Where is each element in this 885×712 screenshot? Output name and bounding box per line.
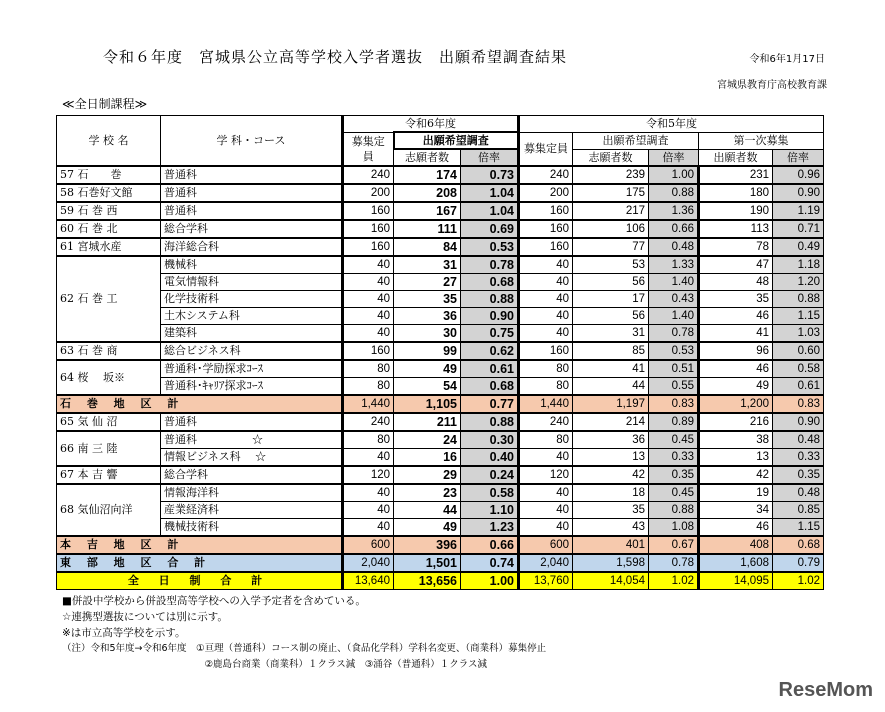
r6-rate: 0.40 xyxy=(461,449,519,467)
first-applied: 13 xyxy=(699,449,773,467)
table-row xyxy=(57,220,824,238)
organization: 宮城県教育庁高校教育課 xyxy=(717,80,827,91)
table-row xyxy=(57,484,824,502)
header-r6-teiin: 募集定員 xyxy=(343,132,394,166)
r6-rate: 0.62 xyxy=(461,342,519,360)
r5-teiin: 40 xyxy=(519,484,573,502)
r6-applicants: 49 xyxy=(394,360,461,378)
first-applied: 46 xyxy=(699,308,773,325)
school-name: 64 桜 坂※ xyxy=(57,360,161,395)
dept-name: 建築科 xyxy=(161,325,343,343)
r5-applicants: 175 xyxy=(573,184,649,202)
first-applied: 231 xyxy=(699,166,773,184)
r5-teiin: 1,440 xyxy=(519,395,573,413)
r5-rate: 1.33 xyxy=(649,256,699,274)
dept-name: 海洋総合科 xyxy=(161,238,343,256)
r5-rate: 0.55 xyxy=(649,378,699,396)
first-applied: 14,095 xyxy=(699,572,773,590)
dept-name: 普通科･ｷｬﾘｱ探求ｺｰｽ xyxy=(161,378,343,396)
r6-rate: 1.23 xyxy=(461,519,519,537)
r5-applicants: 18 xyxy=(573,484,649,502)
r5-teiin: 200 xyxy=(519,184,573,202)
dept-name: 機械科 xyxy=(161,256,343,274)
r6-applicants: 36 xyxy=(394,308,461,325)
table-row xyxy=(57,166,824,184)
r6-teiin: 40 xyxy=(343,308,394,325)
r6-rate: 0.66 xyxy=(461,536,519,554)
school-name: 68 気仙沼向洋 xyxy=(57,484,161,536)
first-applied: 19 xyxy=(699,484,773,502)
r6-teiin: 40 xyxy=(343,291,394,308)
first-applied: 96 xyxy=(699,342,773,360)
r6-rate: 1.04 xyxy=(461,184,519,202)
r6-applicants: 16 xyxy=(394,449,461,467)
dept-name: 化学技術科 xyxy=(161,291,343,308)
first-rate: 1.15 xyxy=(773,519,824,537)
grand-total-row xyxy=(57,572,824,590)
r6-teiin: 120 xyxy=(343,466,394,484)
first-rate: 0.33 xyxy=(773,449,824,467)
r6-teiin: 2,040 xyxy=(343,554,394,572)
note: ②鹿島台商業（商業科）１クラス減 ③涌谷（普通科）１クラス減 xyxy=(62,659,487,670)
dept-name: 普通科･学励探求ｺｰｽ xyxy=(161,360,343,378)
first-rate: 1.02 xyxy=(773,572,824,590)
dept-name: 総合学科 xyxy=(161,220,343,238)
r6-rate: 0.75 xyxy=(461,325,519,343)
r6-applicants: 99 xyxy=(394,342,461,360)
r5-applicants: 401 xyxy=(573,536,649,554)
r5-applicants: 53 xyxy=(573,256,649,274)
header-first-rate: 倍率 xyxy=(773,149,824,166)
r6-rate: 0.69 xyxy=(461,220,519,238)
dept-name: 普通科 xyxy=(161,166,343,184)
header-r6: 令和6年度 xyxy=(343,116,519,133)
first-applied: 190 xyxy=(699,202,773,220)
r6-rate: 0.24 xyxy=(461,466,519,484)
r5-teiin: 600 xyxy=(519,536,573,554)
dept-name: 総合学科 xyxy=(161,466,343,484)
r5-teiin: 40 xyxy=(519,519,573,537)
header-r5: 令和5年度 xyxy=(519,116,824,133)
r6-rate: 1.04 xyxy=(461,202,519,220)
first-applied: 49 xyxy=(699,378,773,396)
r5-applicants: 14,054 xyxy=(573,572,649,590)
r5-applicants: 77 xyxy=(573,238,649,256)
r6-teiin: 160 xyxy=(343,342,394,360)
r5-applicants: 17 xyxy=(573,291,649,308)
header-r6-survey: 出願希望調査 xyxy=(394,132,519,149)
r5-applicants: 41 xyxy=(573,360,649,378)
r6-rate: 0.68 xyxy=(461,274,519,291)
r5-teiin: 40 xyxy=(519,449,573,467)
r5-rate: 1.36 xyxy=(649,202,699,220)
school-name: 61 宮城水産 xyxy=(57,238,161,256)
r5-rate: 0.43 xyxy=(649,291,699,308)
r5-applicants: 214 xyxy=(573,413,649,431)
r6-applicants: 35 xyxy=(394,291,461,308)
r5-teiin: 40 xyxy=(519,291,573,308)
total-label: 本 吉 地 区 計 xyxy=(57,536,343,554)
r5-applicants: 217 xyxy=(573,202,649,220)
first-rate: 1.15 xyxy=(773,308,824,325)
first-rate: 1.03 xyxy=(773,325,824,343)
r5-teiin: 240 xyxy=(519,166,573,184)
r6-rate: 0.73 xyxy=(461,166,519,184)
first-rate: 1.19 xyxy=(773,202,824,220)
header-school: 学 校 名 xyxy=(57,116,161,167)
sub-total-row xyxy=(57,395,824,413)
note: ☆連携型選抜については別に示す。 xyxy=(62,611,228,623)
r5-teiin: 40 xyxy=(519,274,573,291)
first-applied: 180 xyxy=(699,184,773,202)
r6-teiin: 40 xyxy=(343,519,394,537)
dept-name: 産業経済科 xyxy=(161,502,343,519)
content xyxy=(56,115,823,673)
table-row xyxy=(57,184,824,202)
r6-rate: 0.90 xyxy=(461,308,519,325)
r6-rate: 0.68 xyxy=(461,378,519,396)
r6-applicants: 27 xyxy=(394,274,461,291)
total-label: 東 部 地 区 合 計 xyxy=(57,554,343,572)
first-rate: 0.48 xyxy=(773,484,824,502)
r6-applicants: 396 xyxy=(394,536,461,554)
table-row xyxy=(57,519,824,537)
first-applied: 1,200 xyxy=(699,395,773,413)
first-rate: 0.83 xyxy=(773,395,824,413)
first-applied: 35 xyxy=(699,291,773,308)
dept-name: 機械技術科 xyxy=(161,519,343,537)
dept-name: 電気情報科 xyxy=(161,274,343,291)
r6-applicants: 111 xyxy=(394,220,461,238)
first-rate: 0.90 xyxy=(773,413,824,431)
r6-applicants: 49 xyxy=(394,519,461,537)
table-row xyxy=(57,291,824,308)
resemom-logo: ReseMom xyxy=(778,679,873,701)
first-rate: 0.96 xyxy=(773,166,824,184)
r6-teiin: 600 xyxy=(343,536,394,554)
table-row xyxy=(57,360,824,378)
r5-applicants: 42 xyxy=(573,466,649,484)
r6-teiin: 40 xyxy=(343,484,394,502)
r5-teiin: 40 xyxy=(519,256,573,274)
first-applied: 47 xyxy=(699,256,773,274)
r6-teiin: 1,440 xyxy=(343,395,394,413)
table-row xyxy=(57,502,824,519)
r5-rate: 0.78 xyxy=(649,554,699,572)
r6-teiin: 40 xyxy=(343,502,394,519)
r5-applicants: 56 xyxy=(573,308,649,325)
r5-rate: 0.35 xyxy=(649,466,699,484)
table-row xyxy=(57,274,824,291)
school-name: 67 本 吉 響 xyxy=(57,466,161,484)
r6-teiin: 40 xyxy=(343,449,394,467)
r5-rate: 0.51 xyxy=(649,360,699,378)
first-rate: 0.48 xyxy=(773,431,824,449)
first-rate: 0.90 xyxy=(773,184,824,202)
school-name: 65 気 仙 沼 xyxy=(57,413,161,431)
first-rate: 0.85 xyxy=(773,502,824,519)
r5-teiin: 40 xyxy=(519,308,573,325)
r6-teiin: 40 xyxy=(343,256,394,274)
school-name: 58 石巻好文館 xyxy=(57,184,161,202)
first-applied: 42 xyxy=(699,466,773,484)
dept-name: 情報海洋科 xyxy=(161,484,343,502)
dept-name: 情報ビジネス科 ☆ xyxy=(161,449,343,467)
r6-teiin: 40 xyxy=(343,274,394,291)
r5-rate: 1.00 xyxy=(649,166,699,184)
first-applied: 34 xyxy=(699,502,773,519)
r5-applicants: 43 xyxy=(573,519,649,537)
header-r5-first: 第一次募集 xyxy=(699,132,824,149)
first-rate: 0.49 xyxy=(773,238,824,256)
dept-name: 普通科 ☆ xyxy=(161,431,343,449)
table-row xyxy=(57,256,824,274)
header-r5-survey: 出願希望調査 xyxy=(573,132,699,149)
r5-rate: 1.40 xyxy=(649,274,699,291)
header-r5-teiin: 募集定員 xyxy=(519,132,573,166)
dept-name: 普通科 xyxy=(161,413,343,431)
r6-applicants: 174 xyxy=(394,166,461,184)
r5-rate: 0.67 xyxy=(649,536,699,554)
r6-applicants: 30 xyxy=(394,325,461,343)
sub-total-row xyxy=(57,536,824,554)
r5-teiin: 40 xyxy=(519,502,573,519)
r6-rate: 0.30 xyxy=(461,431,519,449)
r5-rate: 1.40 xyxy=(649,308,699,325)
r6-applicants: 29 xyxy=(394,466,461,484)
first-applied: 46 xyxy=(699,519,773,537)
r5-rate: 0.33 xyxy=(649,449,699,467)
first-rate: 1.20 xyxy=(773,274,824,291)
r6-rate: 1.00 xyxy=(461,572,519,590)
r6-applicants: 23 xyxy=(394,484,461,502)
school-name: 59 石 巻 西 xyxy=(57,202,161,220)
r6-rate: 0.88 xyxy=(461,291,519,308)
first-rate: 0.88 xyxy=(773,291,824,308)
school-name: 63 石 巻 商 xyxy=(57,342,161,360)
first-applied: 48 xyxy=(699,274,773,291)
r6-teiin: 80 xyxy=(343,360,394,378)
r6-applicants: 54 xyxy=(394,378,461,396)
r6-rate: 0.61 xyxy=(461,360,519,378)
table-row xyxy=(57,202,824,220)
table-row xyxy=(57,325,824,343)
section-title: ≪全日制課程≫ xyxy=(62,97,148,111)
r5-rate: 0.78 xyxy=(649,325,699,343)
first-rate: 0.79 xyxy=(773,554,824,572)
r6-applicants: 1,105 xyxy=(394,395,461,413)
r5-rate: 1.02 xyxy=(649,572,699,590)
r5-teiin: 160 xyxy=(519,202,573,220)
r5-applicants: 36 xyxy=(573,431,649,449)
dept-name: 普通科 xyxy=(161,184,343,202)
r6-applicants: 44 xyxy=(394,502,461,519)
r6-teiin: 13,640 xyxy=(343,572,394,590)
r5-applicants: 106 xyxy=(573,220,649,238)
r5-teiin: 40 xyxy=(519,325,573,343)
r5-applicants: 56 xyxy=(573,274,649,291)
school-name: 60 石 巻 北 xyxy=(57,220,161,238)
r6-teiin: 240 xyxy=(343,413,394,431)
note: （注）令和5年度→令和6年度 ①亘理（普通科）コース制の廃止、（食品化学科）学科名変更、（商業科）募集停止 xyxy=(62,643,547,654)
r5-teiin: 80 xyxy=(519,431,573,449)
first-rate: 0.58 xyxy=(773,360,824,378)
dept-name: 土木システム科 xyxy=(161,308,343,325)
notes xyxy=(56,593,823,673)
first-applied: 1,608 xyxy=(699,554,773,572)
r6-teiin: 80 xyxy=(343,378,394,396)
r5-rate: 0.45 xyxy=(649,484,699,502)
r5-rate: 0.66 xyxy=(649,220,699,238)
first-rate: 0.35 xyxy=(773,466,824,484)
table-row xyxy=(57,413,824,431)
r5-applicants: 35 xyxy=(573,502,649,519)
school-name: 57 石 巻 xyxy=(57,166,161,184)
school-name: 62 石 巻 工 xyxy=(57,256,161,342)
r6-teiin: 200 xyxy=(343,184,394,202)
r6-teiin: 240 xyxy=(343,166,394,184)
results-table xyxy=(56,115,824,590)
r5-rate: 0.48 xyxy=(649,238,699,256)
r5-applicants: 13 xyxy=(573,449,649,467)
r5-rate: 0.53 xyxy=(649,342,699,360)
r6-rate: 0.77 xyxy=(461,395,519,413)
r5-teiin: 80 xyxy=(519,378,573,396)
r6-rate: 0.78 xyxy=(461,256,519,274)
r6-rate: 0.74 xyxy=(461,554,519,572)
r6-teiin: 160 xyxy=(343,202,394,220)
first-applied: 216 xyxy=(699,413,773,431)
r6-teiin: 160 xyxy=(343,238,394,256)
header-r6-applicants: 志願者数 xyxy=(394,149,461,166)
r5-teiin: 240 xyxy=(519,413,573,431)
r6-applicants: 1,501 xyxy=(394,554,461,572)
r5-teiin: 13,760 xyxy=(519,572,573,590)
r5-applicants: 31 xyxy=(573,325,649,343)
first-applied: 41 xyxy=(699,325,773,343)
r6-teiin: 40 xyxy=(343,325,394,343)
r5-teiin: 160 xyxy=(519,220,573,238)
first-applied: 408 xyxy=(699,536,773,554)
r5-teiin: 160 xyxy=(519,342,573,360)
table-row xyxy=(57,449,824,467)
note: ※は市立高等学校を示す。 xyxy=(62,627,186,639)
dept-name: 普通科 xyxy=(161,202,343,220)
r6-applicants: 208 xyxy=(394,184,461,202)
r5-applicants: 85 xyxy=(573,342,649,360)
r6-applicants: 211 xyxy=(394,413,461,431)
r5-applicants: 1,197 xyxy=(573,395,649,413)
table-row xyxy=(57,431,824,449)
r5-applicants: 44 xyxy=(573,378,649,396)
school-name: 66 南 三 陸 xyxy=(57,431,161,466)
r6-teiin: 80 xyxy=(343,431,394,449)
first-rate: 0.60 xyxy=(773,342,824,360)
r5-applicants: 239 xyxy=(573,166,649,184)
first-rate: 0.68 xyxy=(773,536,824,554)
r6-teiin: 160 xyxy=(343,220,394,238)
r5-applicants: 1,598 xyxy=(573,554,649,572)
r5-rate: 0.88 xyxy=(649,184,699,202)
dept-name: 総合ビジネス科 xyxy=(161,342,343,360)
first-rate: 0.61 xyxy=(773,378,824,396)
header-r5-applicants: 志願者数 xyxy=(573,149,649,166)
r5-rate: 0.83 xyxy=(649,395,699,413)
first-applied: 113 xyxy=(699,220,773,238)
r6-applicants: 24 xyxy=(394,431,461,449)
r5-teiin: 160 xyxy=(519,238,573,256)
r5-rate: 1.08 xyxy=(649,519,699,537)
first-applied: 46 xyxy=(699,360,773,378)
r5-rate: 0.89 xyxy=(649,413,699,431)
r5-teiin: 120 xyxy=(519,466,573,484)
r5-teiin: 80 xyxy=(519,360,573,378)
header-first-applied: 出願者数 xyxy=(699,149,773,166)
date: 令和6年1月17日 xyxy=(749,54,825,65)
total-label: 石 巻 地 区 計 xyxy=(57,395,343,413)
r5-rate: 0.88 xyxy=(649,502,699,519)
first-applied: 78 xyxy=(699,238,773,256)
r5-teiin: 2,040 xyxy=(519,554,573,572)
note: ■併設中学校から併設型高等学校への入学予定者を含めている。 xyxy=(62,595,366,607)
total-label: 全 日 制 合 計 xyxy=(57,572,343,590)
r6-rate: 0.53 xyxy=(461,238,519,256)
r6-rate: 0.88 xyxy=(461,413,519,431)
page-title: 令和６年度 宮城県公立高等学校入学者選抜 出願希望調査結果 xyxy=(103,48,568,66)
first-applied: 38 xyxy=(699,431,773,449)
table-row xyxy=(57,378,824,396)
r6-applicants: 13,656 xyxy=(394,572,461,590)
header-dept: 学 科・コース xyxy=(161,116,343,167)
first-rate: 1.18 xyxy=(773,256,824,274)
r5-rate: 0.45 xyxy=(649,431,699,449)
r6-applicants: 84 xyxy=(394,238,461,256)
table-row xyxy=(57,308,824,325)
r6-rate: 1.10 xyxy=(461,502,519,519)
r6-applicants: 31 xyxy=(394,256,461,274)
header-r6-rate: 倍率 xyxy=(461,149,519,166)
first-rate: 0.71 xyxy=(773,220,824,238)
table-row xyxy=(57,466,824,484)
table-row xyxy=(57,342,824,360)
r6-rate: 0.58 xyxy=(461,484,519,502)
east-total-row xyxy=(57,554,824,572)
header-r5-rate: 倍率 xyxy=(649,149,699,166)
table-row xyxy=(57,238,824,256)
r6-applicants: 167 xyxy=(394,202,461,220)
